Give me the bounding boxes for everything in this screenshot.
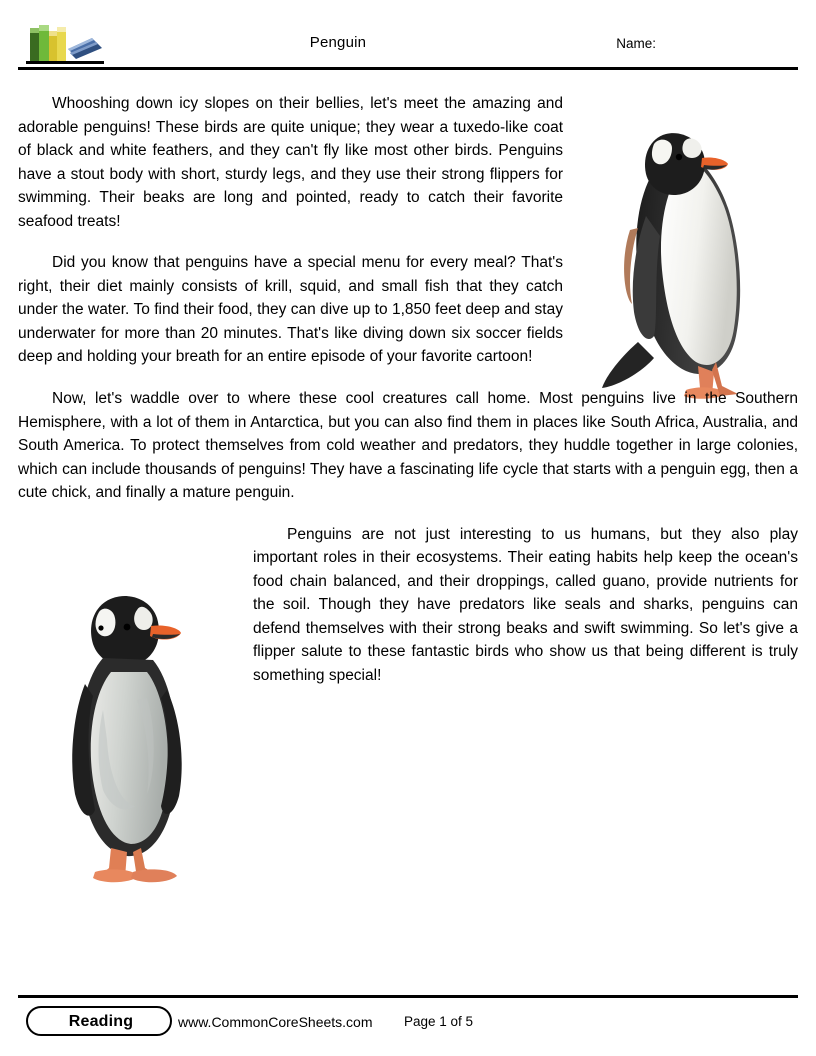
page-header: [18, 22, 798, 70]
paragraph-1: Whooshing down icy slopes on their bellies, let's meet the amazing and adorable penguins! These birds are quite unique; they wear a tuxedo-like coat of black and white feathers, and they can't fly like most other birds. Penguins have a stout body with short, sturdy legs, and they use their strong flippers for swimming. Their beaks are long and pointed, ready to catch their favorite seafood treats!: [18, 95, 563, 230]
footer-website: www.CommonCoreSheets.com: [178, 1014, 373, 1030]
paragraph-2: Did you know that penguins have a special menu for every meal? That's right, their diet mainly consists of krill, squid, and small fish that they catch under the water. To find their food, they can dive up to 1,850 feet deep and stay underwater for more than 20 minutes. That's like diving down six soccer fields deep and holding your breath for an entire episode of your favorite cartoon!: [18, 254, 563, 366]
article-body: [18, 92, 798, 706]
header-divider: [18, 67, 798, 70]
page-footer: [18, 995, 798, 1041]
footer-page-number: Page 1 of 5: [404, 1014, 474, 1029]
paragraph-3: Now, let's waddle over to where these cool creatures call home. Most penguins live in the Southern Hemisphere, with a lot of them in Antarctica, but you can also find them in places like South Africa, Australia, and South America. To protect themselves from cold weather and predators, they huddle together in large colonies, which can include thousands of penguins! They have a fascinating life cycle that starts with a penguin egg, then a cute chick, and finally a mature penguin.: [18, 390, 798, 502]
subject-badge-label: Reading: [68, 1013, 134, 1030]
name-field-label: Name:: [616, 36, 656, 51]
footer-divider: [18, 995, 798, 998]
paragraph-4: Penguins are not just interesting to us humans, but they also play important roles in their ecosystems. Their eating habits help keep the ocean's food chain balanced, and their droppings, called guano, provide nutrients for the soil. Though they have predators like seals and sharks, penguins can defend themselves with their strong beaks and swift swimming. So let's give a flipper salute to these fantastic birds who show us that being different is truly something special!: [253, 525, 798, 685]
article-top-column: [18, 92, 563, 369]
page-title: Penguin: [309, 34, 367, 51]
subject-badge: [26, 1006, 172, 1036]
